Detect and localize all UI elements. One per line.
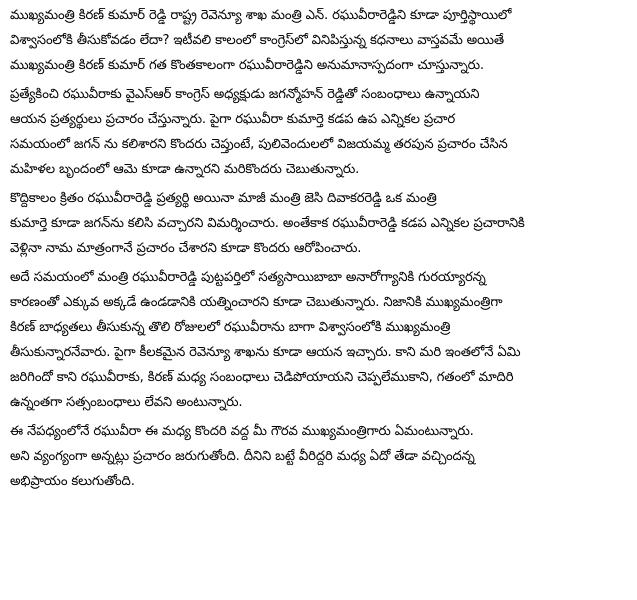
text-line: వెళ్లినా నామ మాత్రంగానే ప్రచారం చేశారని కూడా కొందరు ఆరోపించారు. [10,241,362,256]
text-line: ఈ నేపధ్యంలోనే రఘువీరా ఈ మధ్య కొందరి వద్ద మీ గౌరవ ముఖ్యమంత్రిగారు ఏమంటున్నారు. [10,424,474,439]
text-line: ముఖ్యమంత్రి కిరణ్ కుమార్ రెడ్డి రాష్ట్ర రెవెన్యూ శాఖ మంత్రి ఎన్. రఘువీరారెడ్డిని కూడా పూర్తిస్థాయిలో [10,8,512,23]
text-line: అని వ్యంగ్యంగా అన్నట్లు ప్రచారం జరుగుతోంది. దీనిని బట్టే వీరిద్దరి మధ్య ఏదో తేడా వచ్చిందన్న [10,449,475,464]
text-line: కొద్దికాలం క్రితం రఘువీరారెడ్డి ప్రత్యర్థి అయినా మాజీ మంత్రి జెసి దివాకరరెడ్డి ఒక మంత్రి [10,191,437,206]
text-line: కిరణ్ బాధ్యతలు తీసుకున్న తొలి రోజులలో రఘువీరాను బాగా విశ్వాసంలోకి ముఖ్యమంత్రి [10,320,451,335]
text-line: జరిగిందో కాని రఘువీరాకు, కిరణ్ మధ్య సంబంధాలు చెడిపోయాయని చెప్పలేముకాని, గతంలో మాదిరి [10,370,514,385]
text-line: మహిళల బృందంలో ఆమె కూడా ఉన్నారని మరికొందరు చెబుతున్నారు. [10,162,360,177]
text-line: కుమార్తె కూడా జగన్‌ను కలిసి వచ్చారని విమర్శించారు. అంతేకాక రఘువీరారెడ్డి కడప ఎన్నికల ప్రచారానికి [10,216,525,231]
text-line: ఆయన ప్రత్యర్థులు ప్రచారం చేస్తున్నారు. పైగా రఘువీరా కుమార్తె కడప ఉప ఎన్నికల ప్రచార [10,112,456,127]
text-line: అభిప్రాయం కలుగుతోంది. [10,474,135,489]
text-line: విశ్వాసంలోకి తీసుకోవడం లేదా? ఇటీవలి కాలంలో కాంగ్రెస్‌లో వినిపిస్తున్న కధనాలు వాస్తవమే అయితే [10,33,504,48]
text-line: తీసుకున్నారనేవారు. పైగా కీలకమైన రెవెన్యూ శాఖను కూడా ఆయన ఇచ్చారు. కాని మరి ఇంతలోనే ఏమి [10,345,521,360]
text-line: అదే సమయంలో మంత్రి రఘువీరారెడ్డి పుట్టపర్తిలో సత్యసాయిబాబా అనారోగ్యానికి గురయ్యారన్న [10,270,486,285]
text-line: కారణంతో ఎక్కువ అక్కడే ఉండడానికి యత్నించారని కూడా చెబుతున్నారు. నిజానికి ముఖ్యమంత్రిగా [10,295,503,310]
text-line: సమయంలో జగన్ ను కలిశారని కొందరు చెప్తుంటే, పులివెందులలో విజయమ్మ తరపున ప్రచారం చేసిన [10,137,508,152]
text-line: ఉన్నంతగా సత్సంబంధాలు లేవని అంటున్నారు. [10,395,243,410]
text-line: ముఖ్యమంత్రి కిరణ్ కుమార్ గత కొంతకాలంగా రఘువీరారెడ్డిని అనుమానాస్పదంగా చూస్తున్నారు. [10,58,484,73]
text-line: ప్రత్యేకించి రఘువీరాకు వైఎస్ఆర్ కాంగ్రెస్ అధ్యక్షుడు జగన్మోహన్ రెడ్డితో సంబంధాలు ఉన్నాయని [10,87,480,102]
